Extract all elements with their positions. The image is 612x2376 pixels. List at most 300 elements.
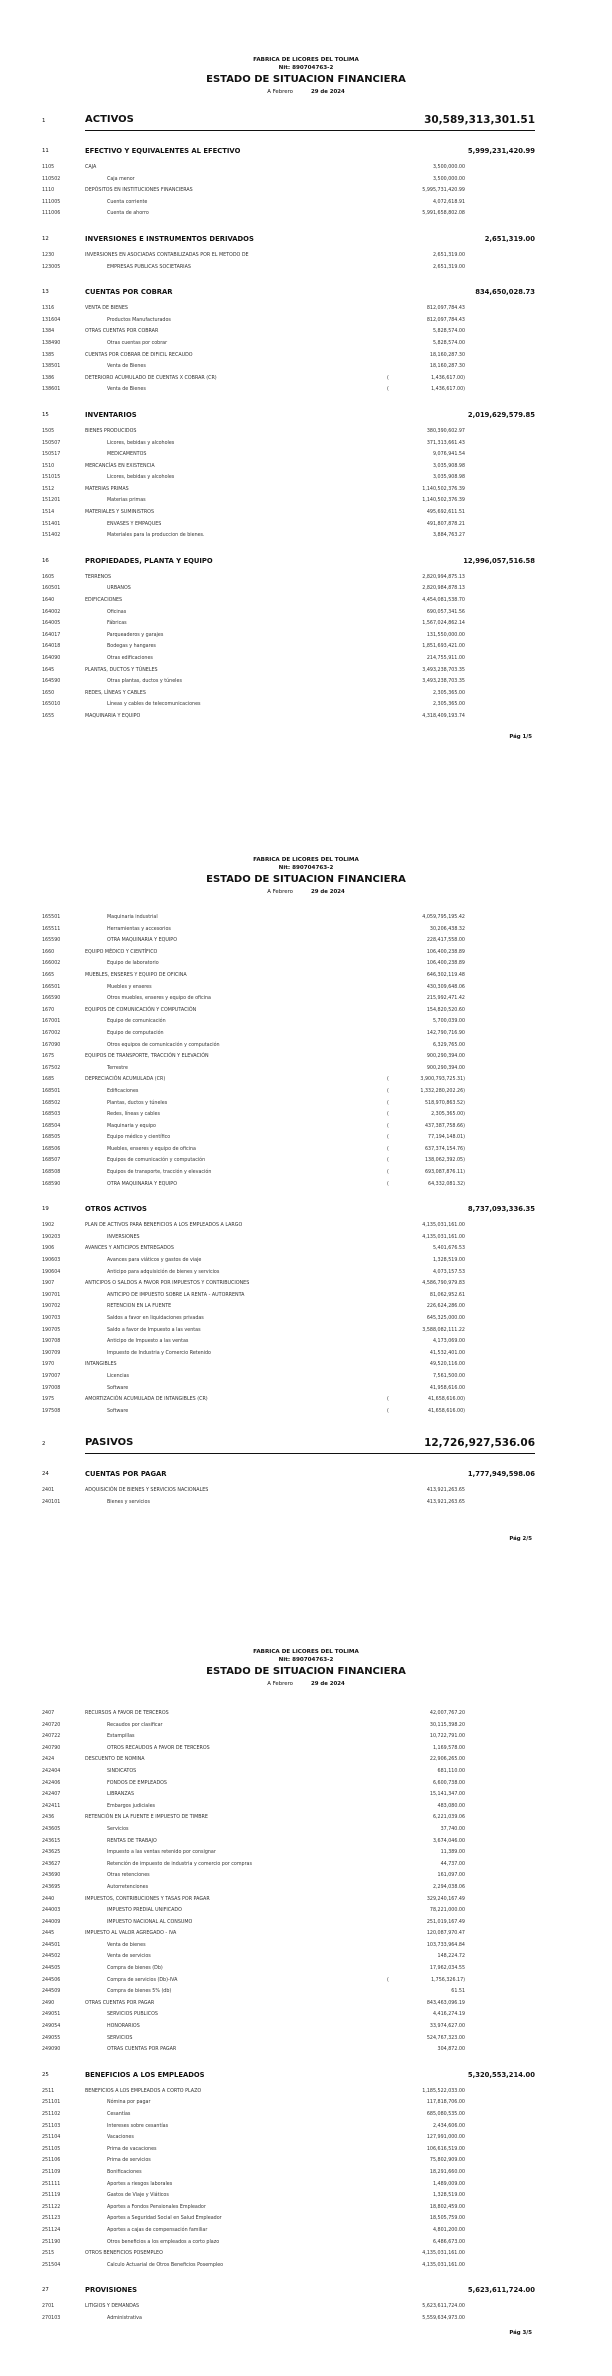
account-code: 244509 (42, 1989, 61, 1995)
account-code: 2701 (42, 2304, 55, 2310)
section-title: INVERSIONES E INSTRUMENTOS DERIVADOS (85, 234, 254, 243)
account-name: Software (107, 1385, 129, 1391)
major-group-row (0, 1433, 612, 1463)
account-amount: 142,790,716.90 (426, 1030, 465, 1036)
subaccount-row (0, 2044, 612, 2056)
section-row (0, 140, 612, 162)
account-name: Equipo de comunicación (107, 1019, 166, 1025)
account-row (0, 461, 612, 473)
account-amount: 37,740.00 (440, 1826, 465, 1832)
subaccount-row (0, 1040, 612, 1052)
section-total: 8,737,093,336.35 (467, 1205, 535, 1214)
account-amount: 75,802,909.00 (429, 2158, 465, 2164)
subaccount-row (0, 2155, 612, 2167)
account-amount: 1,169,578.00 (432, 1745, 465, 1751)
account-amount: 41,532,401.00 (429, 1350, 465, 1356)
account-code: 1685 (42, 1077, 55, 1083)
page-header (0, 856, 612, 897)
account-amount: 41,958,616.00 (429, 1385, 465, 1391)
subaccount-row (0, 993, 612, 1005)
account-name: ENVASES Y EMPAQUES (107, 521, 162, 527)
section-title: PROVISIONES (85, 2286, 138, 2295)
account-code: 242411 (42, 1803, 61, 1809)
account-name: MATERIALES Y SUMINISTROS (85, 510, 155, 516)
subaccount-row (0, 2167, 612, 2179)
account-row (0, 970, 612, 982)
account-row (0, 1243, 612, 1255)
account-name: Venta de servicios (107, 1954, 151, 1960)
account-code: 2424 (42, 1757, 55, 1763)
account-amount: 10,722,791.00 (429, 1734, 465, 1740)
account-code: 166501 (42, 984, 61, 990)
account-name: Licores, bebidas y alcoholes (107, 475, 175, 481)
section-title: CUENTAS POR PAGAR (85, 1470, 167, 1479)
account-code: 243615 (42, 1838, 61, 1844)
account-amount: 4,318,409,193.74 (422, 713, 465, 719)
account-name: Vacaciones (107, 2135, 134, 2141)
account-amount: 900,290,394.00 (426, 1065, 465, 1071)
account-name: IMPUESTO NACIONAL AL CONSUMO (107, 1919, 193, 1925)
subaccount-row (0, 1348, 612, 1360)
account-name: EQUIPO MÉDICO Y CIENTÍFICO (85, 949, 158, 955)
account-amount: 1,756,326.17) (431, 1977, 465, 1983)
account-amount: 1,328,519.00 (432, 1258, 465, 1264)
account-amount: 18,505,759.00 (429, 2216, 465, 2222)
account-name: Productos Manufacturados (107, 317, 171, 323)
account-name: DEPÓSITOS EN INSTITUCIONES FINANCIERAS (85, 188, 193, 194)
account-code: 251103 (42, 2123, 61, 2129)
negative-paren: ( (387, 1977, 389, 1983)
account-amount: 1,140,502,376.39 (422, 498, 465, 504)
report-date (0, 887, 612, 897)
subaccount-row (0, 1406, 612, 1418)
account-name: Administrativa (107, 2315, 142, 2321)
section-total: 2,651,319.00 (484, 234, 535, 243)
account-name: OTRAS CUENTAS POR COBRAR (85, 329, 159, 335)
account-code: 249090 (42, 2047, 61, 2053)
account-code: 243690 (42, 1873, 61, 1879)
account-code: 1670 (42, 1007, 55, 1013)
account-amount: 1,436,617.00) (431, 375, 465, 381)
account-name: INVERSIONES (107, 1234, 140, 1240)
account-code: 244506 (42, 1977, 61, 1983)
account-code: 166002 (42, 961, 61, 967)
page-2 (0, 792, 612, 1584)
account-name: Calculo Actuarial de Otros Beneficios Posempleo (107, 2262, 224, 2268)
subaccount-row (0, 912, 612, 924)
account-code: 11 (42, 148, 49, 154)
account-amount: 5,401,676.53 (432, 1246, 465, 1252)
account-name: Estampillas (107, 1734, 135, 1740)
account-name: VENTA DE BIENES (85, 306, 128, 312)
account-code: 251124 (42, 2227, 61, 2233)
account-amount: 2,305,365.00 (432, 702, 465, 708)
account-row (0, 1051, 612, 1063)
subaccount-row (0, 1325, 612, 1337)
account-name: Aportes a riesgos laborales (107, 2181, 173, 2187)
account-code: 251123 (42, 2216, 61, 2222)
account-amount: 106,400,238.89 (426, 961, 465, 967)
subaccount-row (0, 1371, 612, 1383)
account-amount: 3,493,238,703.35 (422, 679, 465, 685)
subaccount-row (0, 1778, 612, 1790)
account-code: 1665 (42, 972, 55, 978)
account-code: 167090 (42, 1042, 61, 1048)
subaccount-row (0, 1986, 612, 1998)
subaccount-row (0, 2121, 612, 2133)
company-name: FABRICA DE LICORES DEL TOLIMA (253, 857, 359, 863)
account-name: IMPUESTO PREDIAL UNIFICADO (107, 1908, 182, 1914)
account-code: 2407 (42, 1711, 55, 1716)
subaccount-row (0, 1383, 612, 1395)
account-code: 1645 (42, 667, 55, 673)
account-amount: 681,110.00 (437, 1768, 465, 1774)
account-amount: 2,305,365.00 (432, 690, 465, 696)
account-name: Caja menor (107, 176, 135, 182)
account-code: 160501 (42, 586, 61, 592)
account-name: IMPUESTOS, CONTRIBUCIONES Y TASAS POR PAGAR (85, 1896, 210, 1902)
account-code: 270103 (42, 2315, 61, 2321)
account-amount: 4,072,618.91 (432, 199, 465, 205)
account-name: RENTAS DE TRABAJO (107, 1838, 157, 1844)
account-amount: 30,115,398.20 (429, 1722, 465, 1728)
account-name: Cuenta de ahorro (107, 211, 149, 217)
account-amount: 44,737.00 (440, 1861, 465, 1867)
account-code: 251190 (42, 2239, 61, 2245)
account-amount: 41,658,616.00) (428, 1397, 465, 1403)
subaccount-row (0, 1859, 612, 1871)
account-row (0, 2248, 612, 2260)
account-code: 168504 (42, 1123, 61, 1129)
account-amount: 251,019,167.49 (426, 1919, 465, 1925)
account-amount: 215,992,471.42 (426, 996, 465, 1002)
subaccount-row (0, 2260, 612, 2272)
account-amount: 4,073,157.53 (432, 1269, 465, 1275)
account-name: EQUIPOS DE TRANSPORTE, TRACCIÓN Y ELEVACIÓN (85, 1054, 209, 1060)
account-code: 1505 (42, 428, 55, 434)
subaccount-row (0, 641, 612, 653)
account-code: 167502 (42, 1065, 61, 1071)
account-row (0, 162, 612, 174)
account-amount: 3,900,793,725.31) (420, 1077, 465, 1083)
account-name: Oficinas (107, 609, 127, 615)
account-row (0, 1928, 612, 1940)
account-amount: 4,173,069.00 (432, 1339, 465, 1345)
account-code: 249055 (42, 2035, 61, 2041)
subaccount-row (0, 1121, 612, 1133)
account-name: INTANGIBLES (85, 1362, 117, 1368)
account-row (0, 947, 612, 959)
subaccount-row (0, 174, 612, 186)
account-code: 1316 (42, 306, 55, 312)
account-amount: 2,651,319.00 (432, 252, 465, 258)
account-name: Saldos a favor en liquidaciones privadas (107, 1316, 204, 1321)
spacer (0, 396, 612, 404)
account-code: 244502 (42, 1954, 61, 1960)
account-name: MEDICAMENTOS (107, 452, 147, 458)
account-code: 244009 (42, 1919, 61, 1925)
account-code: 131604 (42, 317, 61, 323)
account-code: 165511 (42, 926, 61, 932)
page-header (0, 1648, 612, 1689)
account-name: Bodegas y hangares (107, 644, 156, 650)
account-code: 240790 (42, 1745, 61, 1751)
account-code: 168590 (42, 1181, 61, 1187)
account-amount: 304,872.00 (437, 2047, 465, 2053)
company-nit: Nit: 890704763-2 (278, 65, 334, 71)
subaccount-row (0, 618, 612, 630)
account-code: 190709 (42, 1350, 61, 1356)
account-code: 168506 (42, 1146, 61, 1152)
subaccount-row (0, 449, 612, 461)
account-code: 197508 (42, 1408, 61, 1414)
account-code: 251106 (42, 2158, 61, 2164)
account-amount: 437,387,758.66) (424, 1123, 465, 1129)
account-code: 138490 (42, 340, 61, 346)
subaccount-row (0, 1720, 612, 1732)
subaccount-row (0, 197, 612, 209)
account-row (0, 1359, 612, 1371)
page-header (0, 56, 612, 97)
account-name: MERCANCÍAS EN EXISTENCIA (85, 463, 155, 469)
account-row (0, 1005, 612, 1017)
subaccount-row (0, 653, 612, 665)
subaccount-row (0, 2225, 612, 2237)
account-code: 111005 (42, 199, 61, 205)
account-name: Licencias (107, 1373, 130, 1379)
account-amount: 4,586,790,979.83 (422, 1281, 465, 1287)
account-name: Bienes y servicios (107, 1499, 150, 1505)
account-name: Compra de servicios (Db)-IVA (107, 1977, 178, 1983)
account-name: CUENTAS POR COBRAR DE DIFICIL RECAUDO (85, 352, 193, 358)
account-amount: 1,185,522,033.00 (422, 2088, 465, 2094)
account-name: Avances para viáticos y gastos de viaje (107, 1258, 202, 1264)
account-name: Anticipo para adquisición de bienes y servicios (107, 1269, 220, 1275)
account-name: SINDICATOS (107, 1768, 137, 1774)
account-code: 1675 (42, 1054, 55, 1060)
account-name: Bonificaciones (107, 2169, 142, 2175)
group-total: 30,589,313,301.51 (424, 114, 535, 126)
account-amount: 6,600,738.00 (432, 1780, 465, 1786)
company-nit: Nit: 890704763-2 (278, 1657, 334, 1663)
account-code: 15 (42, 411, 49, 418)
account-name: Cesantías (107, 2112, 131, 2117)
spacer (0, 542, 612, 550)
report-date (0, 87, 612, 97)
account-amount: 17,962,034.55 (429, 1966, 465, 1972)
account-amount: 518,970,863.52) (424, 1100, 465, 1106)
section-row (0, 1198, 612, 1220)
subaccount-row (0, 2237, 612, 2249)
account-code: 2440 (42, 1896, 55, 1902)
account-amount: 2,820,994,875.13 (422, 574, 465, 580)
account-name: Terrestre (107, 1065, 128, 1071)
account-row (0, 1485, 612, 1497)
account-amount: 524,767,323.00 (426, 2035, 465, 2041)
account-name: OTRA MAQUINARIA Y EQUIPO (107, 1181, 177, 1187)
subaccount-row (0, 2144, 612, 2156)
subaccount-row (0, 2109, 612, 2121)
account-code: 251102 (42, 2112, 61, 2117)
subaccount-row (0, 1963, 612, 1975)
account-row (0, 1278, 612, 1290)
account-name: OTRAS CUENTAS POR PAGAR (107, 2047, 177, 2053)
account-name: Redes, líneas y cables (107, 1112, 161, 1118)
account-code: 1650 (42, 690, 55, 696)
account-name: ANTICIPOS O SALDOS A FAVOR POR IMPUESTOS Y CONTRIBUCIONES (85, 1281, 250, 1287)
account-name: INVERSIONES EN ASOCIADAS CONTABILIZADAS POR EL METODO DE (85, 252, 249, 258)
section-row (0, 404, 612, 426)
account-amount: 4,135,031,161.00 (422, 2262, 465, 2268)
account-amount: 22,906,265.00 (429, 1757, 465, 1763)
account-code: 1640 (42, 598, 55, 604)
underline-divider (85, 130, 535, 131)
account-name: Prima de vacaciones (107, 2146, 157, 2152)
account-code: 1605 (42, 574, 55, 580)
account-amount: 3,884,763.27 (432, 533, 465, 539)
account-code: 243605 (42, 1826, 61, 1832)
account-code: 164018 (42, 644, 61, 650)
account-name: Otras retenciones (107, 1873, 150, 1879)
account-amount: 9,076,941.54 (432, 452, 465, 458)
account-name: URBANOS (107, 586, 131, 592)
account-amount: 4,454,081,538.70 (422, 598, 465, 604)
account-name: ANTICIPO DE IMPUESTO SOBRE LA RENTA - AUTORRENTA (107, 1292, 245, 1298)
group-title: ACTIVOS (85, 114, 134, 125)
section-row (0, 2064, 612, 2086)
account-row (0, 185, 612, 197)
account-name: Aportes a cajas de compensación familiar (107, 2227, 208, 2233)
account-code: 168502 (42, 1100, 61, 1106)
account-amount: 1,851,693,421.00 (422, 644, 465, 650)
account-row (0, 688, 612, 700)
spacer (0, 2271, 612, 2279)
negative-paren: ( (387, 375, 389, 381)
account-code: 165501 (42, 915, 61, 920)
account-name: Retención de impuesto de industria y comercio por compras (107, 1861, 252, 1867)
spacer (0, 1417, 612, 1425)
account-amount: 161,097.00 (437, 1873, 465, 1879)
account-row (0, 2086, 612, 2098)
account-amount: 78,221,000.00 (429, 1908, 465, 1914)
section-title: CUENTAS POR COBRAR (85, 288, 173, 297)
report-day: 29 de 2024 (310, 1681, 345, 1687)
account-amount: 1,436,617.00) (431, 387, 465, 393)
account-name: Otras plantas, ductos y túneles (107, 679, 182, 685)
account-code: 16 (42, 557, 49, 564)
account-amount: 812,097,784.43 (426, 306, 465, 312)
account-amount: 154,820,520.60 (426, 1007, 465, 1013)
account-row (0, 250, 612, 262)
account-name: Aportes a Seguridad Social en Salud Empleador (107, 2216, 222, 2222)
account-code: 165010 (42, 702, 61, 708)
account-code: 1975 (42, 1397, 55, 1403)
account-amount: 2,294,038.06 (432, 1884, 465, 1890)
account-name: Venta de Bienes (107, 364, 146, 370)
account-amount: 2,434,606.00 (432, 2123, 465, 2129)
account-code: 151401 (42, 521, 61, 527)
account-amount: 645,325,000.00 (426, 1316, 465, 1321)
report-title: ESTADO DE SITUACION FINANCIERA (206, 1666, 406, 1677)
account-code: 190203 (42, 1234, 61, 1240)
account-name: SERVICIOS (107, 2035, 133, 2041)
account-name: Plantas, ductos y túneles (107, 1100, 168, 1106)
account-amount: 371,313,661.43 (426, 440, 465, 446)
negative-paren: ( (387, 1088, 389, 1094)
account-name: Materias primas (107, 498, 146, 504)
account-amount: 3,500,000.00 (432, 176, 465, 182)
account-code: 249054 (42, 2024, 61, 2030)
subaccount-row (0, 1801, 612, 1813)
account-code: 168505 (42, 1135, 61, 1141)
ledger-rows (0, 110, 612, 723)
account-amount: 4,135,031,161.00 (422, 1234, 465, 1240)
account-amount: 226,624,286.00 (426, 1304, 465, 1310)
account-row (0, 426, 612, 438)
subaccount-row (0, 2213, 612, 2225)
subaccount-row (0, 630, 612, 642)
subaccount-row (0, 1290, 612, 1302)
account-amount: 5,828,574.00 (432, 340, 465, 346)
account-name: Parqueaderos y garajes (107, 632, 164, 638)
section-title: EFECTIVO Y EQUIVALENTES AL EFECTIVO (85, 147, 241, 155)
account-name: PLAN DE ACTIVOS PARA BENEFICIOS A LOS EMPLEADOS A LARGO (85, 1223, 243, 1229)
account-amount: 3,500,000.00 (432, 165, 465, 170)
account-name: Muebles, enseres y equipo de oficina (107, 1146, 196, 1152)
account-amount: 1,489,009.00 (432, 2181, 465, 2187)
subaccount-row (0, 384, 612, 396)
subaccount-row (0, 1232, 612, 1244)
account-amount: 4,135,031,161.00 (422, 2251, 465, 2257)
account-amount: 4,801,200.00 (432, 2227, 465, 2233)
account-row (0, 484, 612, 496)
account-code: 251122 (42, 2204, 61, 2210)
account-code: 166590 (42, 996, 61, 1002)
subaccount-row (0, 315, 612, 327)
company-name: FABRICA DE LICORES DEL TOLIMA (253, 1649, 359, 1655)
subaccount-row (0, 1255, 612, 1267)
account-code: 111006 (42, 211, 61, 217)
subaccount-row (0, 1940, 612, 1952)
account-amount: 18,160,287.30 (429, 364, 465, 370)
account-name: DESCUENTO DE NOMINA (85, 1757, 145, 1763)
account-code: 164590 (42, 679, 61, 685)
section-total: 834,650,028.73 (475, 288, 535, 297)
subaccount-row (0, 935, 612, 947)
negative-paren: ( (387, 1170, 389, 1176)
account-amount: 11,389.00 (440, 1850, 465, 1856)
account-name: EQUIPOS DE COMUNICACIÓN Y COMPUTACIÓN (85, 1007, 197, 1013)
account-code: 1386 (42, 375, 55, 381)
subaccount-row (0, 1179, 612, 1191)
account-name: LITIGIOS Y DEMANDAS (85, 2304, 140, 2310)
subaccount-row (0, 1144, 612, 1156)
account-amount: 3,588,082,111.22 (422, 1327, 465, 1333)
subaccount-row (0, 1028, 612, 1040)
account-name: Intereses sobre cesantías (107, 2123, 169, 2129)
subaccount-row (0, 1905, 612, 1917)
account-row (0, 1220, 612, 1232)
account-code: 251101 (42, 2100, 61, 2106)
section-row (0, 2279, 612, 2301)
account-amount: 61.51 (451, 1989, 465, 1995)
subaccount-row (0, 1155, 612, 1167)
account-amount: 131,550,000.00 (426, 632, 465, 638)
account-code: 164005 (42, 621, 61, 627)
subaccount-row (0, 924, 612, 936)
subaccount-row (0, 1098, 612, 1110)
subaccount-row (0, 2190, 612, 2202)
